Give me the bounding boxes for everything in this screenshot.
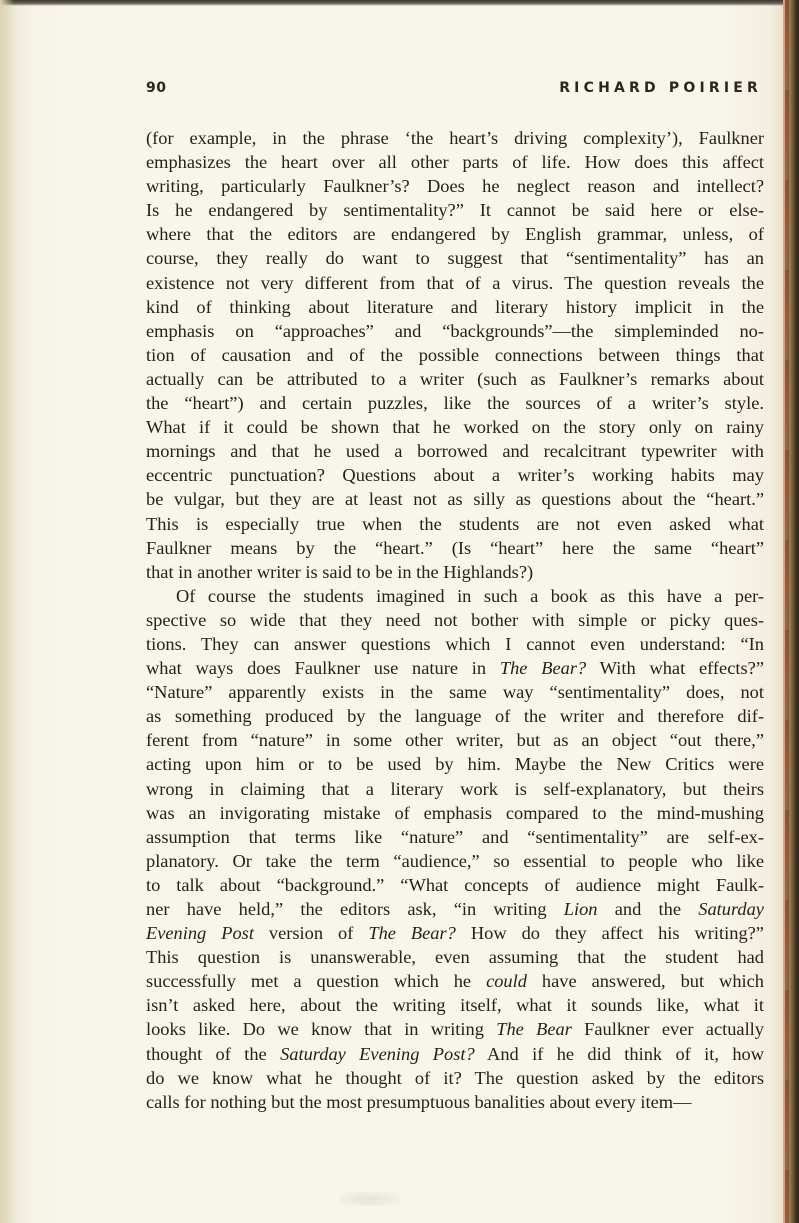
text-segment: looks like. Do we know that in writing [146,1019,497,1040]
text-segment: have answered, but which [526,971,764,992]
text-segment: and the [597,899,699,919]
text-segment: what ways does Faulkner use nature in [146,658,500,679]
body-text [146,126,764,1114]
text-line: do we know what he thought of it? The question asked by the editors [146,1067,764,1088]
paper-smudge [340,1192,400,1206]
text-segment: How do they affect his writing?” [455,923,764,944]
emphasis-italic: could [486,971,527,992]
text-line: emphasis on “approaches” and “backgrounds”—the simpleminded no- [146,320,764,341]
magazine-title-italic: Saturday Evening Post? [280,1043,475,1064]
text-line-with-title [146,921,764,945]
text-line-with-title [146,1042,764,1066]
text-line-with-emphasis [146,969,764,993]
text-line: tions. They can answer questions which I cannot even understand: “In [146,633,764,654]
book-title-italic: The Bear? [368,923,456,944]
text-line: calls for nothing but the most presumptuous banalities about every item— [146,1091,692,1112]
text-line: isn’t asked here, about the writing itself, what it sounds like, what it [146,995,764,1016]
text-line: ferent from “nature” in some other writer, but as an object “out there,” [146,730,764,751]
text-line: acting upon him or to be used by him. Maybe the New Critics were [146,754,764,775]
text-segment: With what effects?” [586,658,764,679]
book-spine-edge [783,0,799,1223]
text-segment: successfully met a question which he [146,971,487,992]
text-line: that in another writer is said to be in the Highlands?) [146,561,534,582]
text-line-with-title [146,656,764,680]
text-line: This is especially true when the students are not even asked what [146,513,764,534]
book-title-italic: Lion [563,899,598,919]
running-head-author: RICHARD POIRIER [559,80,762,96]
text-segment: thought of the [146,1043,281,1064]
text-segment: Faulkner ever actually [571,1019,764,1040]
text-line: spective so wide that they need not bother with simple or picky ques- [146,609,764,630]
text-line: mornings and that he used a borrowed and recalcitrant typewriter with [146,441,764,462]
text-line-with-title [146,897,764,921]
text-line: to talk about “background.” “What concepts of audience might Faulk- [146,874,764,895]
paragraph-1 [146,126,764,584]
text-line: emphasizes the heart over all other parts of life. How does this affect [146,152,764,173]
magazine-title-italic: Saturday [698,899,764,919]
text-line: tion of causation and of the possible connections between things that [146,344,764,365]
paragraph-2 [146,584,764,1114]
text-line: “Nature” apparently exists in the same way “sentimentality” does, not [146,682,764,703]
text-line: actually can be attributed to a writer (such as Faulkner’s remarks about [146,368,764,389]
page-header [146,80,762,102]
text-line: eccentric punctuation? Questions about a writer’s working habits may [146,465,764,486]
text-line: What if it could be shown that he worked on the story only on rainy [146,417,764,438]
text-line: writing, particularly Faulkner’s? Does he neglect reason and intellect? [146,176,764,197]
text-segment: ner have held,” the editors ask, “in writing [146,899,564,919]
page-number: 90 [146,80,167,96]
text-line: planatory. Or take the term “audience,” so essential to people who like [146,850,764,871]
magazine-title-italic: Evening Post [146,923,254,944]
text-line: Is he endangered by sentimentality?” It cannot be said here or else- [146,200,764,221]
text-line: (for example, in the phrase ‘the heart’s driving complexity’), Faulkner [146,128,764,148]
text-line: assumption that terms like “nature” and “sentimentality” are self-ex- [146,826,764,847]
text-line: Faulkner means by the “heart.” (Is “heart” here the same “heart” [146,537,764,558]
text-line: This question is unanswerable, even assuming that the student had [146,947,764,968]
text-line: wrong in claiming that a literary work is self-explanatory, but theirs [146,778,764,799]
text-line: Of course the students imagined in such a book as this have a per- [176,585,764,606]
text-segment: And if he did think of it, how [474,1043,764,1064]
book-title-italic: The Bear [496,1019,572,1040]
text-line: the “heart”) and certain puzzles, like the sources of a writer’s style. [146,393,764,414]
text-line: as something produced by the language of the writer and therefore dif- [146,706,764,727]
text-line: be vulgar, but they are at least not as silly as questions about the “heart.” [146,489,764,510]
text-line: course, they really do want to suggest that “sentimentality” has an [146,248,764,269]
text-line: was an invigorating mistake of emphasis compared to the mind-mushing [146,802,764,823]
text-line: where that the editors are endangered by English grammar, unless, of [146,224,764,245]
text-line-with-title [146,1017,764,1041]
page-gutter-shadow [0,0,14,1223]
book-title-italic: The Bear? [499,658,587,679]
page-top-edge-shadow [0,0,799,6]
text-line: existence not very different from that of a virus. The question reveals the [146,272,764,293]
text-line: kind of thinking about literature and literary history implicit in the [146,296,764,317]
text-segment: version of [253,923,369,944]
